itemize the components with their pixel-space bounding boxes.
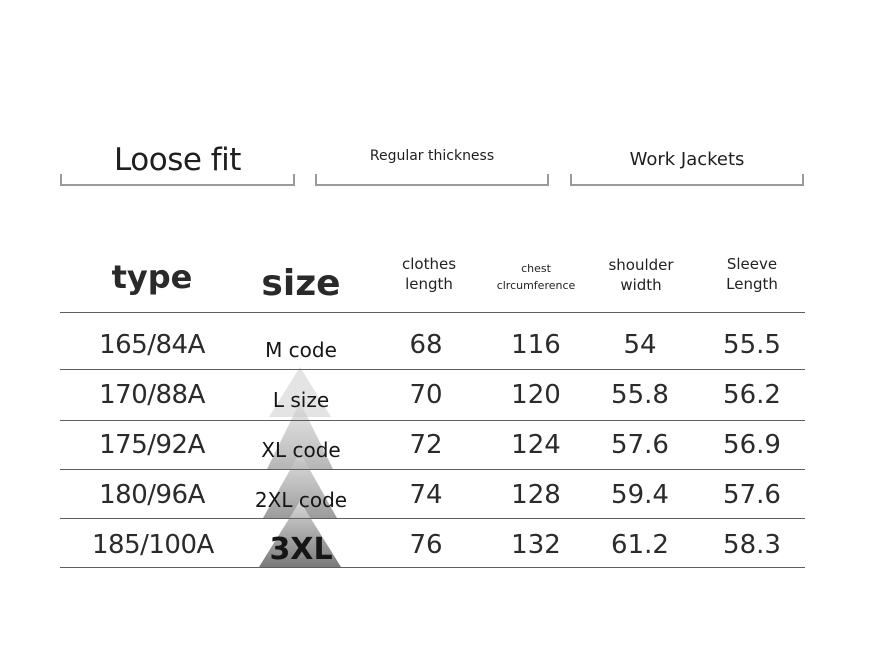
cell-shoulder: 61.2 (611, 530, 669, 560)
cell-shoulder: 55.8 (611, 380, 669, 410)
table-rule-header (60, 312, 805, 313)
cell-size: 2XL code (254, 488, 348, 512)
table-row (60, 371, 805, 420)
cell-sleeve: 58.3 (723, 530, 781, 560)
header-size: size (261, 263, 341, 304)
thickness-label: Regular thickness (369, 148, 495, 164)
table-row (60, 321, 805, 370)
table-row (60, 521, 805, 570)
cell-type: 170/88A (99, 380, 205, 410)
header-shoulder-line2: width (620, 276, 662, 295)
thickness-tag (315, 140, 549, 186)
header-clothes-length (384, 254, 474, 295)
cell-shoulder: 54 (623, 330, 657, 360)
cell-shoulder: 57.6 (611, 430, 669, 460)
cell-clothes-length: 74 (409, 480, 443, 510)
cell-chest: 120 (511, 380, 561, 410)
header-shoulder-line1: shoulder (608, 256, 674, 274)
header-sleeve-line2: Length (726, 275, 778, 294)
table-row (60, 421, 805, 470)
table-row (60, 471, 805, 520)
header-clothes-length-line2: length (405, 275, 453, 294)
cell-size: L size (272, 388, 330, 412)
header-sleeve-line1: Sleeve (726, 255, 778, 273)
fit-label: Loose fit (114, 142, 241, 178)
thickness-bracket (315, 174, 549, 186)
cell-size: 3XL (269, 532, 333, 567)
header-type: type (111, 258, 193, 296)
cell-sleeve: 56.9 (723, 430, 781, 460)
cell-type: 175/92A (99, 430, 205, 460)
category-label: Work Jackets (629, 149, 745, 170)
category-bracket (570, 174, 804, 186)
cell-sleeve: 56.2 (723, 380, 781, 410)
cell-sleeve: 55.5 (723, 330, 781, 360)
cell-chest: 124 (511, 430, 561, 460)
cell-size: XL code (261, 438, 341, 462)
header-sleeve-length (707, 254, 797, 295)
category-tag (570, 140, 804, 186)
cell-chest: 132 (511, 530, 561, 560)
cell-type: 180/96A (99, 480, 205, 510)
cell-size: M code (265, 338, 337, 362)
cell-sleeve: 57.6 (723, 480, 781, 510)
fit-tag (60, 140, 295, 186)
cell-clothes-length: 70 (409, 380, 443, 410)
fit-bracket (60, 174, 295, 186)
header-chest-circumference (486, 260, 586, 294)
header-shoulder-width (596, 255, 686, 296)
header-chest-line2: clrcumference (496, 279, 576, 293)
cell-chest: 116 (511, 330, 561, 360)
header-clothes-length-line1: clothes (401, 255, 457, 273)
cell-type: 185/100A (92, 530, 214, 560)
cell-clothes-length: 76 (409, 530, 443, 560)
cell-shoulder: 59.4 (611, 480, 669, 510)
cell-clothes-length: 68 (409, 330, 443, 360)
cell-type: 165/84A (99, 330, 205, 360)
header-chest-line1: chest (521, 262, 551, 275)
cell-clothes-length: 72 (409, 430, 443, 460)
cell-chest: 128 (511, 480, 561, 510)
